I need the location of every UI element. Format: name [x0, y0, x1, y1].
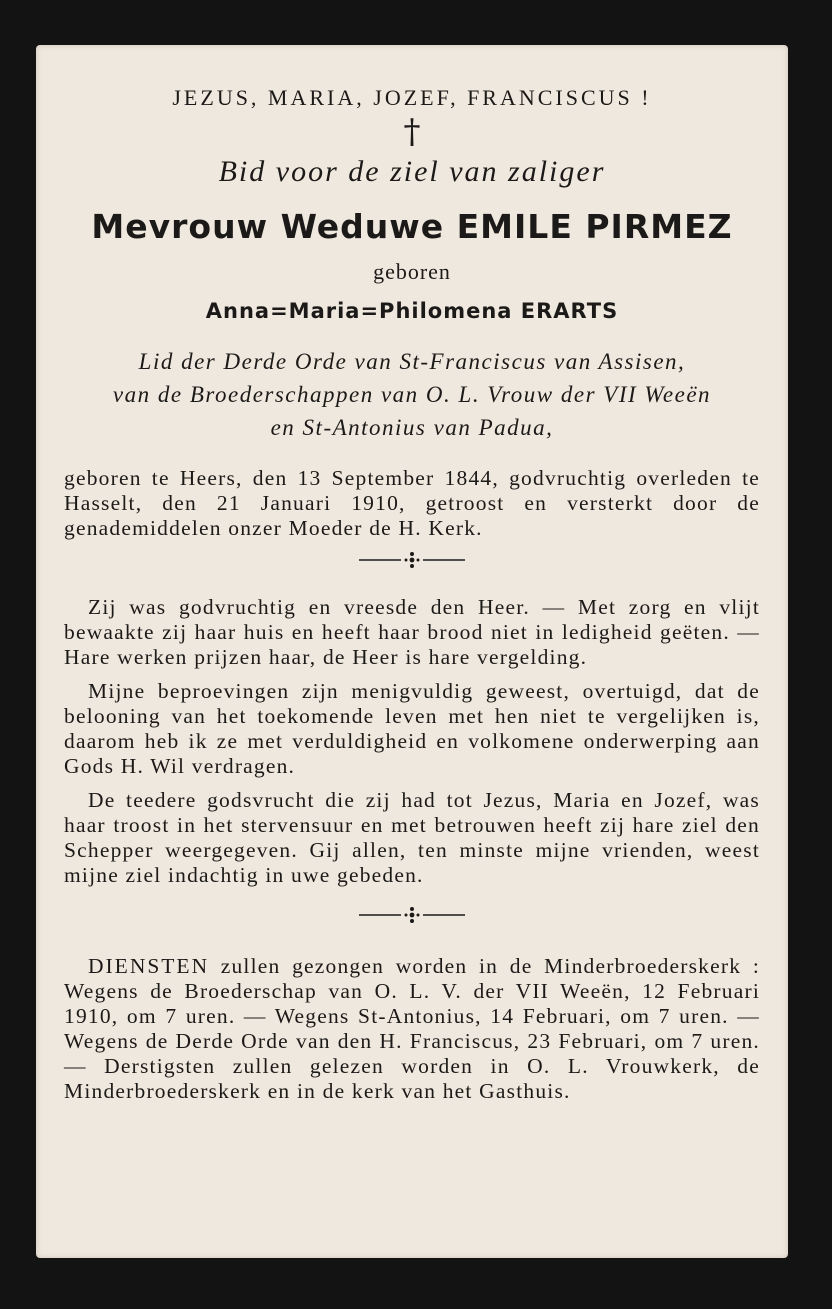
- card-content: [64, 85, 760, 1104]
- divider-ornament-icon: [357, 906, 467, 924]
- biography-text: geboren te Heers, den 13 September 1844, godvruchtig overleden te Hasselt, den 21 Januari 1910, getroost en versterkt door de genademiddelen onzer Moeder de H. Kerk.: [64, 466, 760, 540]
- birth-name: Anna=Maria=Philomena ERARTS: [205, 299, 619, 323]
- paragraph-2: Mijne beproevingen zijn menigvuldig geweest, overtuigd, dat de belooning van het toekomende leven met hen niet te vergelijken is, daarom heb ik ze met verduldigheid en volkomene onderwerping aan Gods H. Wil verdragen.: [64, 679, 760, 778]
- services-paragraph: [64, 954, 760, 1104]
- services-lead: DIENSTEN: [88, 954, 210, 978]
- card-paper: [36, 45, 788, 1258]
- divider-ornament-icon: [357, 551, 467, 569]
- born-label: geboren: [373, 259, 451, 284]
- services-text: zullen gezongen worden in de Minderbroederskerk : Wegens de Broederschap van O. L. V. der VII Weeën, 12 Februari 1910, om 7 uren. — Wegens St-Antonius, 14 Februari, om 7 uren. — Wegens de Derde Orde van den H. Franciscus, 23 Februari, om 7 uren. — Derstigsten zullen gelezen worden in O. L. Vrouwkerk, de Minderbroederskerk en in de kerk van het Gasthuis.: [64, 954, 760, 1103]
- deceased-name: Mevrouw Weduwe EMILE PIRMEZ: [91, 207, 733, 246]
- paragraph-3: De teedere godsvrucht die zij had tot Jezus, Maria en Jozef, was haar troost in het stervensuur en met betrouwen heeft zij hare ziel den Schepper weergegeven. Gij allen, ten minste mijne vrienden, weest mijne ziel indachtig in uwe gebeden.: [64, 788, 760, 887]
- paragraph-1: Zij was godvruchtig en vreesde den Heer. — Met zorg en vlijt bewaakte zij haar huis en heeft haar brood niet in ledigheid geëten. — Hare werken prijzen haar, de Heer is hare vergelding.: [64, 595, 760, 669]
- ornament-divider-2: [64, 896, 760, 940]
- membership-line-2: van de Broederschappen van O. L. Vrouw der VII Weeën: [112, 382, 712, 407]
- ornament-divider: [64, 541, 760, 585]
- invocation-heading: JEZUS, MARIA, JOZEF, FRANCISCUS !: [172, 85, 652, 110]
- cross-icon: †: [403, 112, 421, 152]
- prayer-line: Bid voor de ziel van zaliger: [218, 155, 606, 188]
- membership-line-3: en St-Antonius van Padua,: [270, 415, 554, 440]
- membership-line-1: Lid der Derde Orde van St-Franciscus van Assisen,: [138, 349, 686, 374]
